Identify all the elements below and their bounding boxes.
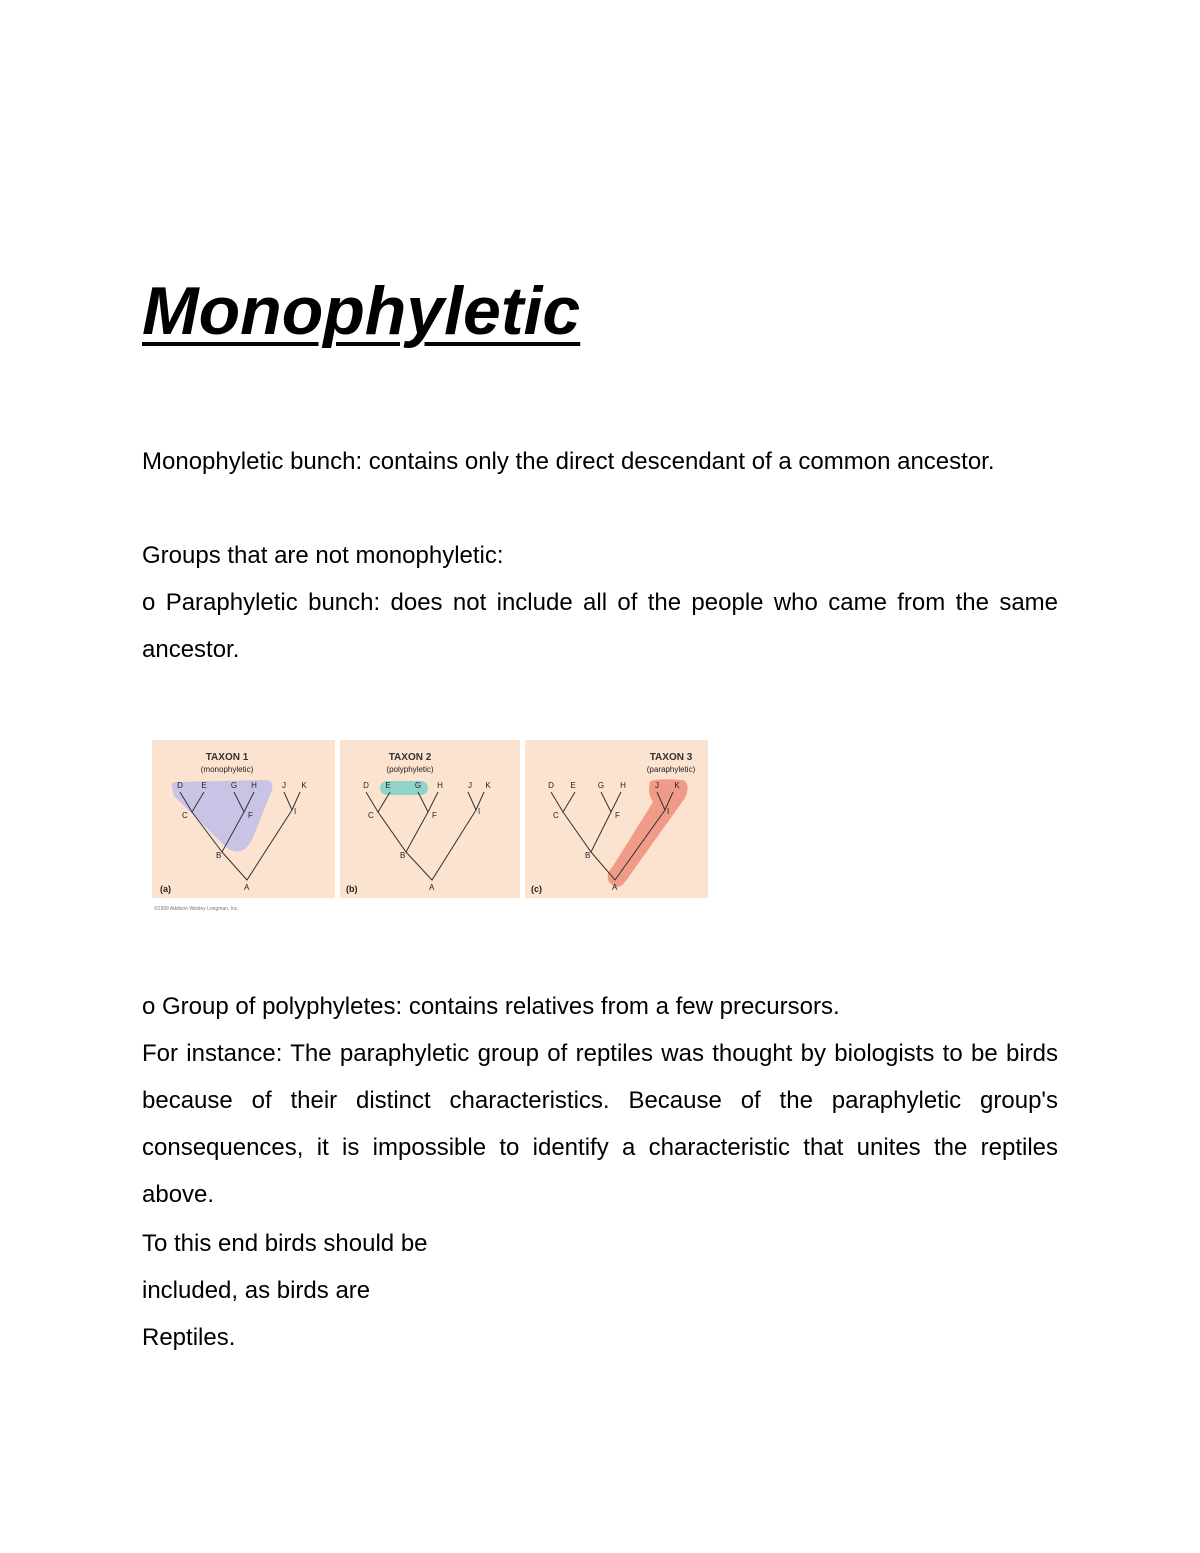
svg-text:E: E xyxy=(385,781,391,790)
svg-text:J: J xyxy=(282,781,286,790)
taxon-2-type: (polyphyletic) xyxy=(386,765,434,774)
panel-background xyxy=(340,740,520,898)
cladogram-panel-monophyletic xyxy=(152,740,335,898)
svg-text:I: I xyxy=(478,807,481,816)
paragraph-birds-line-2: included, as birds are xyxy=(142,1277,371,1304)
svg-text:G: G xyxy=(414,781,422,790)
panel-a-label: (a) xyxy=(160,884,171,894)
svg-text:H: H xyxy=(251,781,257,790)
paragraph-paraphyletic: o Paraphyletic bunch: does not include all of the people who came from the same ancestor. xyxy=(142,589,1058,663)
svg-text:G: G xyxy=(597,781,605,790)
svg-text:A: A xyxy=(429,883,435,892)
svg-text:A: A xyxy=(244,883,250,892)
svg-text:B: B xyxy=(585,851,591,860)
svg-text:B: B xyxy=(216,851,222,860)
svg-text:I: I xyxy=(294,807,297,816)
paragraph-birds-line-3: Reptiles. xyxy=(142,1324,236,1351)
cladogram-figure xyxy=(152,740,712,920)
svg-text:F: F xyxy=(615,811,620,820)
taxon-1-label: TAXON 1 xyxy=(205,752,249,763)
svg-text:I: I xyxy=(667,807,670,816)
svg-text:A: A xyxy=(612,883,618,892)
taxon-1-type: (monophyletic) xyxy=(200,765,254,774)
svg-text:E: E xyxy=(201,781,207,790)
svg-text:D: D xyxy=(363,781,369,790)
svg-text:K: K xyxy=(674,781,680,790)
paragraph-example: For instance: The paraphyletic group of reptiles was thought by biologists to be birds because of their distinct characteristics. Because of the paraphyletic group's consequences, it is impossible to identify a characteristic that unites the reptiles above. xyxy=(142,1040,1058,1208)
svg-text:J: J xyxy=(655,781,659,790)
svg-text:C: C xyxy=(553,811,559,820)
svg-text:C: C xyxy=(368,811,374,820)
svg-text:F: F xyxy=(248,811,253,820)
svg-text:F: F xyxy=(432,811,437,820)
svg-text:C: C xyxy=(182,811,188,820)
svg-text:D: D xyxy=(177,781,183,790)
svg-text:J: J xyxy=(468,781,472,790)
svg-text:H: H xyxy=(437,781,443,790)
paragraph-not-monophyletic: Groups that are not monophyletic: xyxy=(142,542,504,569)
paragraph-polyphyletic: o Group of polyphyletes: contains relatives from a few precursors. xyxy=(142,993,840,1020)
taxon-3-label: TAXON 3 xyxy=(649,752,693,763)
figure-credit: ©1999 Addison Wesley Longman, Inc. xyxy=(154,906,239,912)
cladogram-panel-paraphyletic xyxy=(525,740,708,898)
svg-text:B: B xyxy=(400,851,406,860)
svg-text:D: D xyxy=(548,781,554,790)
paragraph-monophyletic-definition: Monophyletic bunch: contains only the direct descendant of a common ancestor. xyxy=(142,448,995,475)
taxon-2-label: TAXON 2 xyxy=(388,752,432,763)
taxon-3-type: (paraphyletic) xyxy=(646,765,696,774)
page-title: Monophyletic xyxy=(142,273,581,349)
svg-text:K: K xyxy=(485,781,491,790)
svg-text:K: K xyxy=(301,781,307,790)
svg-text:E: E xyxy=(570,781,576,790)
svg-text:G: G xyxy=(230,781,238,790)
svg-text:H: H xyxy=(620,781,626,790)
panel-b-label: (b) xyxy=(346,884,358,894)
paragraph-birds-line-1: To this end birds should be xyxy=(142,1230,428,1257)
cladogram-panel-polyphyletic xyxy=(340,740,520,898)
panel-c-label: (c) xyxy=(531,884,542,894)
